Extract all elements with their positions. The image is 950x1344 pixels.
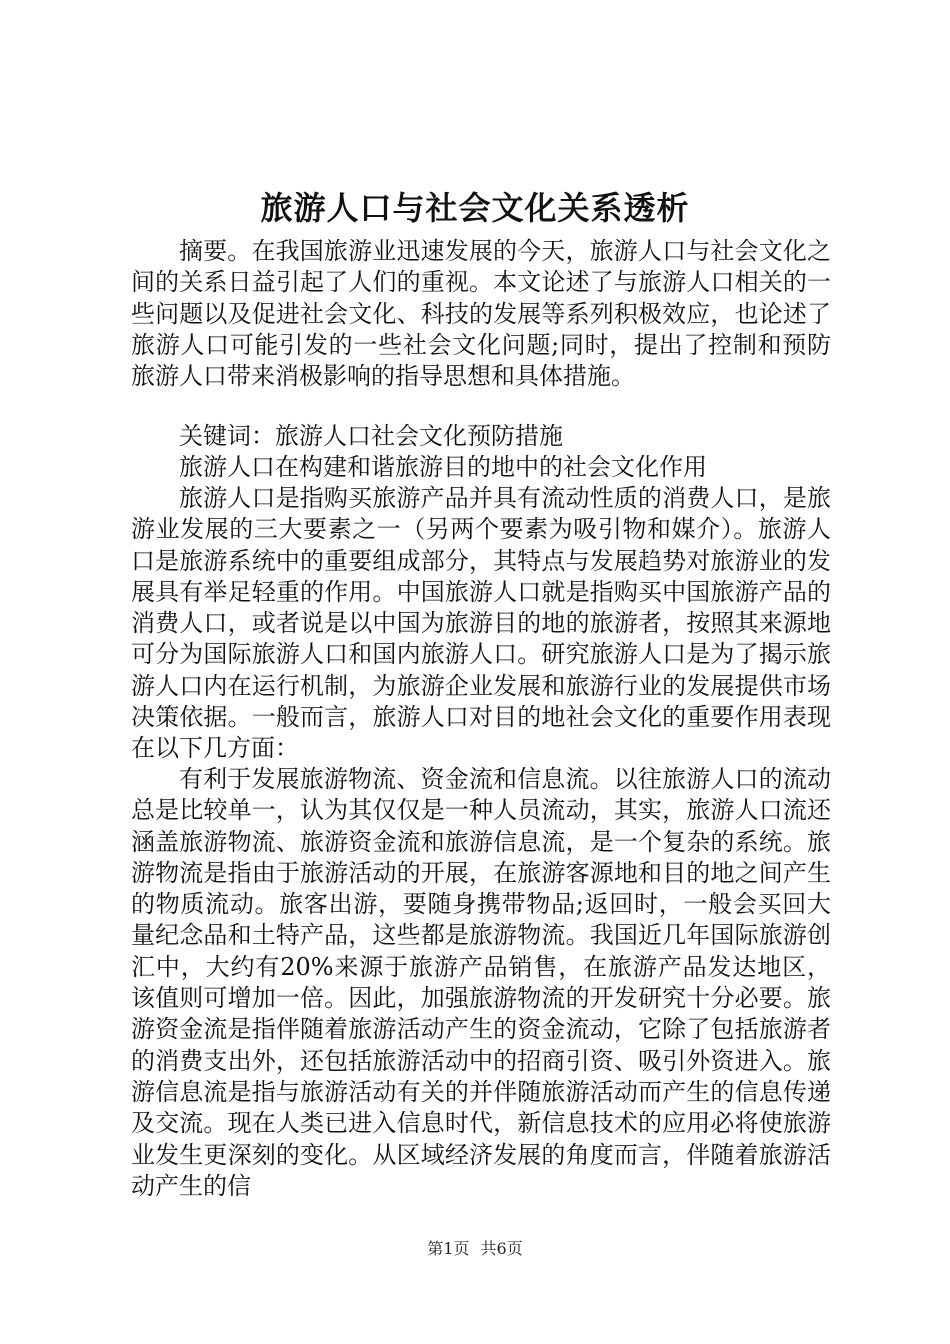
document-title: 旅游人口与社会文化关系透析 <box>260 189 690 227</box>
body-paragraph: 旅游人口是指购买旅游产品并具有流动性质的消费人口，是旅游业发展的三大要素之一（另两个要素为吸引物和媒介）。旅游人口是旅游系统中的重要组成部分，其特点与发展趋势对旅游业的发展具有举足轻重的作用。中国旅游人口就是指购买中国旅游产品的消费人口，或者说是以中国为旅游目的地的旅游者，按照其来源地可分为国际旅游人口和国内旅游人口。研究旅游人口是为了揭示旅游人口内在运行机制，为旅游企业发展和旅游行业的发展提供市场决策依据。一般而言，旅游人口对目的地社会文化的重要作用表现在以下几方面： <box>131 484 831 763</box>
page-total: 共6页 <box>480 1239 523 1258</box>
page-footer <box>0 1238 950 1260</box>
keywords-line: 关键词：旅游人口社会文化预防措施 <box>179 422 563 450</box>
section-heading: 旅游人口在构建和谐旅游目的地中的社会文化作用 <box>179 453 707 481</box>
abstract-paragraph: 摘要。在我国旅游业迅速发展的今天，旅游人口与社会文化之间的关系日益引起了人们的重视。本文论述了与旅游人口相关的一些问题以及促进社会文化、科技的发展等系列积极效应，也论述了旅游人口可能引发的一些社会文化问题;同时，提出了控制和预防旅游人口带来消极影响的指导思想和具体措施。 <box>131 237 831 391</box>
body-paragraph: 有利于发展旅游物流、资金流和信息流。以往旅游人口的流动总是比较单一，认为其仅仅是一种人员流动，其实，旅游人口流还涵盖旅游物流、旅游资金流和旅游信息流，是一个复杂的系统。旅游物流是指由于旅游活动的开展，在旅游客源地和目的地之间产生的物质流动。旅客出游，要随身携带物品;返回时，一般会买回大量纪念品和土特产品，这些都是旅游物流。我国近几年国际旅游创汇中，大约有20%来源于旅游产品销售，在旅游产品发达地区，该值则可增加一倍。因此，加强旅游物流的开发研究十分必要。旅游资金流是指伴随着旅游活动产生的资金流动，它除了包括旅游者的消费支出外，还包括旅游活动中的招商引资、吸引外资进入。旅游信息流是指与旅游活动有关的并伴随旅游活动而产生的信息传递及交流。现在人类已进入信息时代，新信息技术的应用必将使旅游业发生更深刻的变化。从区域经济发展的角度而言，伴随着旅游活动产生的信 <box>131 765 831 1200</box>
page-number: 第1页 <box>427 1239 470 1258</box>
